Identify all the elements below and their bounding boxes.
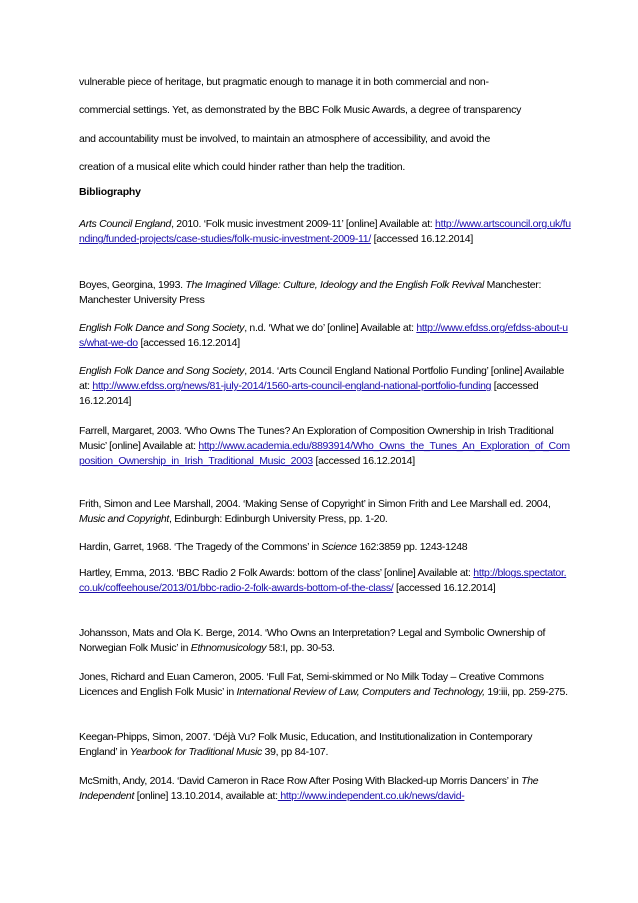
paragraph-line-1: vulnerable piece of heritage, but pragmatic enough to manage it in both commercial and non-	[79, 76, 489, 88]
entry-link[interactable]: http://www.efdss.org/efdss-about-us/what-we-do	[79, 322, 568, 350]
entry-text: Keegan-Phipps, Simon, 2007. ‘Déjà Vu? Folk Music, Education, and Institutionalization in Contemporary England’ in	[79, 731, 533, 759]
bibliography-entry	[79, 217, 571, 247]
entry-text: , Edinburgh: Edinburgh University Press, pp. 1-20.	[169, 513, 388, 526]
entry-text: Hartley, Emma, 2013. ‘BBC Radio 2 Folk Awards: bottom of the class’ [online] Available at:	[79, 567, 474, 579]
bibliography-heading: Bibliography	[79, 186, 141, 198]
entry-accessed: [accessed 16.12.2014]	[370, 233, 473, 246]
entry-italic-title: The Independent	[79, 775, 539, 803]
bibliography-entry	[79, 774, 571, 804]
entry-text: , 2010. ‘Folk music investment 2009-11’ [online] Available at:	[171, 218, 436, 230]
entry-text: [online] 13.10.2014, available at:	[134, 790, 278, 803]
entry-text: 162:3859 pp. 1243-1248	[356, 541, 468, 553]
entry-italic-title: The Imagined Village: Culture, Ideology and the English Folk Revival	[185, 279, 485, 291]
entry-text: 19:iii, pp. 259-275.	[484, 686, 568, 699]
bibliography-entry	[79, 626, 571, 656]
entry-text: Boyes, Georgina, 1993.	[79, 279, 186, 291]
bibliography-entry	[79, 278, 571, 308]
entry-italic-title: Music and Copyright	[79, 513, 170, 526]
entry-text: Manchester: Manchester University Press	[79, 279, 542, 307]
entry-text: Frith, Simon and Lee Marshall, 2004. ‘Making Sense of Copyright’ in Simon Frith and Lee Marshall ed. 2004,	[79, 498, 551, 510]
entry-text: Hardin, Garret, 1968. ‘The Tragedy of the Commons’ in	[79, 541, 322, 553]
entry-accessed: [accessed 16.12.2014]	[137, 337, 240, 350]
entry-text: Johansson, Mats and Ola K. Berge, 2014. ‘Who Owns an Interpretation? Legal and Symbolic Ownership of Norwegian Folk Music’ in	[79, 627, 546, 655]
entry-accessed: [accessed 16.12.2014]	[312, 455, 415, 468]
entry-text: Jones, Richard and Euan Cameron, 2005. ‘Full Fat, Semi-skimmed or No Milk Today – Creative Commons Licences and English Folk Music’ in	[79, 671, 544, 699]
entry-text: , n.d. ‘What we do’ [online] Available at:	[244, 322, 417, 334]
entry-italic-title: Arts Council England	[79, 218, 172, 230]
paragraph-line-3: and accountability must be involved, to maintain an atmosphere of accessibility, and avoid the	[79, 133, 491, 145]
entry-link[interactable]: http://blogs.spectator.co.uk/coffeehouse/2013/01/bbc-radio-2-folk-awards-bottom-of-the-class/	[79, 567, 567, 595]
bibliography-entry	[79, 540, 571, 555]
entry-text: McSmith, Andy, 2014. ‘David Cameron in Race Row After Posing With Blacked-up Morris Dancers’ in	[79, 775, 522, 787]
entry-text: Farrell, Margaret, 2003. ‘Who Owns The Tunes? An Exploration of Composition Ownership in Irish Traditional Music’ [online] Available at:	[79, 425, 554, 453]
bibliography-entry	[79, 566, 571, 596]
entry-accessed: [accessed 16.12.2014]	[393, 582, 496, 595]
entry-italic-title: English Folk Dance and Song Society	[79, 322, 245, 334]
entry-italic-title: Science	[321, 541, 357, 553]
entry-italic-title: Yearbook for Traditional Music	[129, 746, 262, 759]
entry-text: , 2014. ‘Arts Council England National Portfolio Funding’ [online] Available at:	[79, 365, 565, 393]
bibliography-entry	[79, 321, 571, 351]
bibliography-entry	[79, 670, 571, 700]
entry-text: 58:I, pp. 30-53.	[266, 642, 335, 655]
entry-link[interactable]: http://www.artscouncil.org.uk/funding/funded-projects/case-studies/folk-music-investment-2009-11/	[79, 218, 571, 246]
bibliography-entry	[79, 424, 571, 470]
entry-text: 39, pp 84-107.	[261, 746, 329, 759]
entry-italic-title: Ethnomusicology	[190, 642, 267, 655]
entry-italic-title: International Review of Law, Computers and Technology,	[236, 686, 485, 699]
bibliography-entry	[79, 364, 571, 410]
bibliography-entry	[79, 497, 571, 527]
entry-italic-title: English Folk Dance and Song Society	[79, 365, 245, 377]
paragraph-line-4: creation of a musical elite which could hinder rather than help the tradition.	[79, 161, 406, 173]
entry-link[interactable]: http://www.independent.co.uk/news/david-	[277, 790, 465, 803]
entry-link[interactable]: http://www.academia.edu/8893914/Who_Owns_the_Tunes_An_Exploration_of_Composition_Ownership_in_Irish_Traditional_Music_2003	[79, 440, 570, 468]
bibliography-entry	[79, 730, 571, 760]
entry-link[interactable]: http://www.efdss.org/news/81-july-2014/1560-arts-council-england-national-portfolio-funding	[92, 380, 492, 393]
paragraph-line-2: commercial settings. Yet, as demonstrated by the BBC Folk Music Awards, a degree of transparency	[79, 104, 522, 116]
entry-accessed: [accessed 16.12.2014]	[79, 380, 539, 408]
